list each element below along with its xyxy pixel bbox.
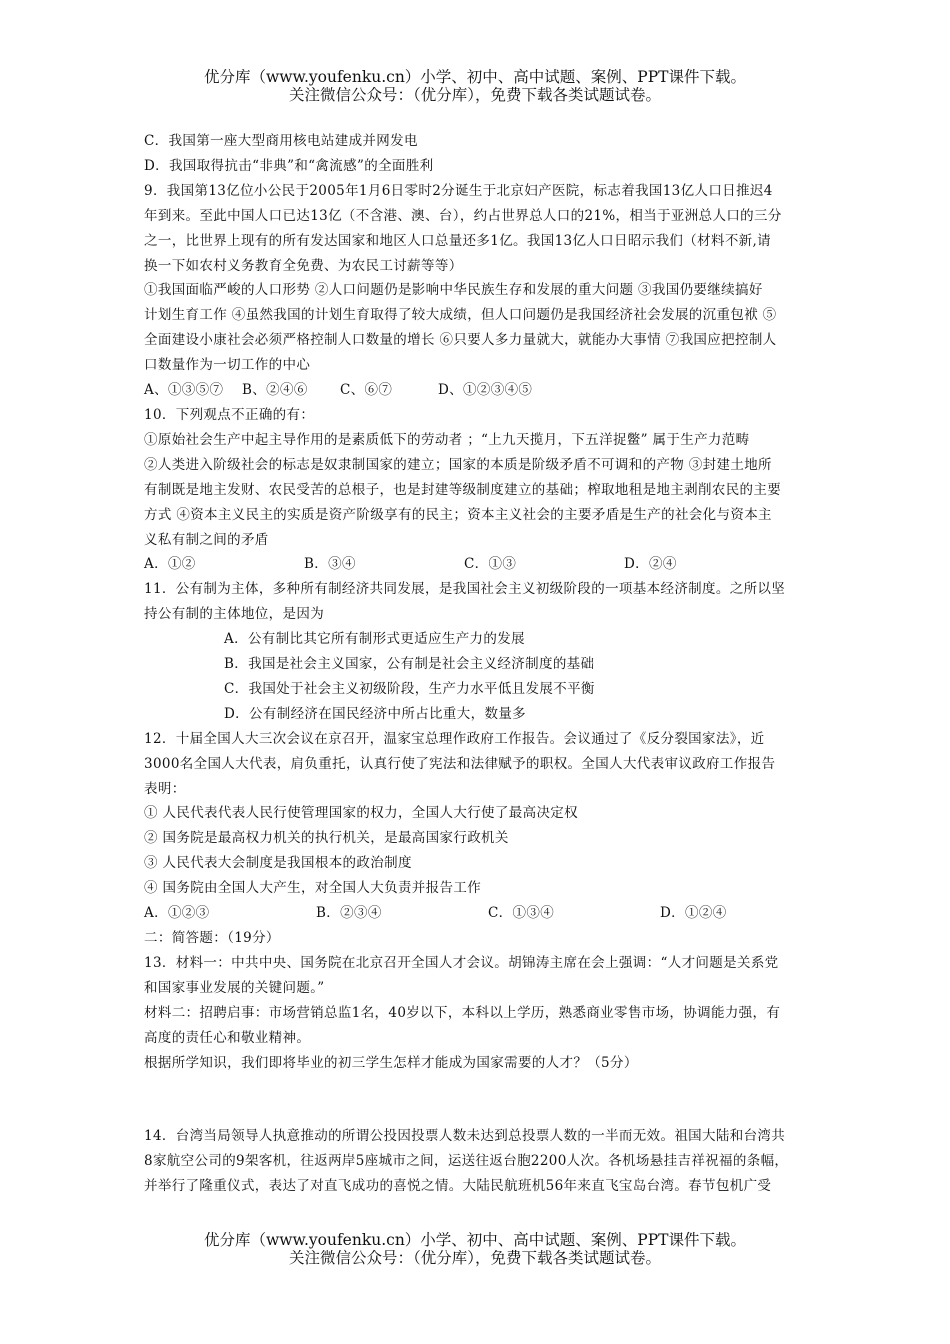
q12-choice-a: A．①②③ xyxy=(144,905,210,922)
q11-option-d: D．公有制经济在国民经济中所占比重大，数量多 xyxy=(224,705,527,722)
q9-line: 之一，比世界上现有的所有发达国家和地区人口总量还多1亿。我国13亿人口日昭示我们（材料不新,请 xyxy=(144,232,772,249)
footer-line-2: 关注微信公众号：（优分库），免费下载各类试题试卷。 xyxy=(288,1249,661,1267)
q13-line: 13．材料一：中共中央、国务院在北京召开全国人才会议。胡锦涛主席在会上强调：“人才问题是关系党 xyxy=(144,954,779,971)
q10-line: 10．下列观点不正确的有： xyxy=(144,406,315,423)
q12-line: 12．十届全国人大三次会议在京召开，温家宝总理作政府工作报告。会议通过了《反分裂国家法》，近 xyxy=(144,730,765,747)
q12-line: 3000名全国人大代表，肩负重托，认真行使了宪法和法律赋予的职权。全国人大代表审议政府工作报告 xyxy=(144,755,776,772)
page-footer xyxy=(0,1231,950,1267)
section-heading: 二：简答题：（19分） xyxy=(144,930,280,946)
q9-choice-a: A、①③⑤⑦ xyxy=(144,382,224,399)
q13-line: 高度的责任心和敬业精神。 xyxy=(144,1029,311,1046)
q10-line: 有制既是地主发财、农民受苦的总根子，也是封建等级制度建立的基础；榨取地租是地主剥削农民的主要 xyxy=(144,481,782,498)
q9-choice-c: C、⑥⑦ xyxy=(340,382,393,399)
q13-line: 和国家事业发展的关键问题。” xyxy=(144,979,325,996)
q11-option-b: B．我国是社会主义国家，公有制是社会主义经济制度的基础 xyxy=(224,656,595,673)
header-line-2: 关注微信公众号：（优分库），免费下载各类试题试卷。 xyxy=(288,86,661,104)
q9-line: 换一下如农村义务教育全免费、为农民工讨薪等等） xyxy=(144,257,463,274)
q11-option-a: A．公有制比其它所有制形式更适应生产力的发展 xyxy=(224,631,525,648)
q10-choice-b: B．③④ xyxy=(304,556,356,573)
q9-choices xyxy=(144,378,810,403)
q14-line: 并举行了隆重仪式，表达了对直飞成功的喜悦之情。大陆民航班机56年来直飞宝岛台湾。春节包机广受 xyxy=(144,1178,772,1195)
answer-space xyxy=(144,1075,810,1124)
q10-choice-a: A．①② xyxy=(144,556,196,573)
q9-line: ①我国面临严峻的人口形势 ②人口问题仍是影响中华民族生存和发展的重大问题 ③我国仍要继续搞好 xyxy=(144,282,763,299)
q10-line: ①原始社会生产中起主导作用的是素质低下的劳动者 ；“上九天揽月，下五洋捉鳖” 属于生产力范畴 xyxy=(144,431,750,448)
q12-line: ② 国务院是最高权力机关的执行机关，是最高国家行政机关 xyxy=(144,830,509,847)
q12-choice-c: C．①③④ xyxy=(488,905,555,922)
q9-line: 计划生育工作 ④虽然我国的计划生育取得了较大成绩，但人口问题仍是我国经济社会发展的沉重包袱 ⑤ xyxy=(144,307,777,324)
q12-line: 表明： xyxy=(144,780,186,797)
q12-choice-d: D．①②④ xyxy=(660,905,727,922)
q13-line: 根据所学知识，我们即将毕业的初三学生怎样才能成为国家需要的人才？（5分） xyxy=(144,1054,638,1071)
q11-line: 11．公有制为主体，多种所有制经济共同发展，是我国社会主义初级阶段的一项基本经济制度。之所以坚 xyxy=(144,581,786,598)
q13-line: 材料二：招聘启事：市场营销总监1名，40岁以下，本科以上学历，熟悉商业零售市场，协调能力强，有 xyxy=(144,1004,781,1021)
q9-choice-b: B、②④⑥ xyxy=(242,382,308,399)
footer-line-1: 优分库（www.youfenku.cn）小学、初中、高中试题、案例、PPT课件下载。 xyxy=(203,1231,747,1249)
q10-line: ②人类进入阶级社会的标志是奴隶制国家的建立；国家的本质是阶级矛盾不可调和的产物 ③封建土地所 xyxy=(144,456,772,473)
q10-choice-c: C．①③ xyxy=(464,556,517,573)
q8-option-d: D．我国取得抗击“非典”和“禽流感”的全面胜利 xyxy=(144,157,434,174)
q11-line: 持公有制的主体地位，是因为 xyxy=(144,606,325,623)
q12-choice-b: B．②③④ xyxy=(316,905,382,922)
q11-option-c: C．我国处于社会主义初级阶段，生产力水平低且发展不平衡 xyxy=(224,680,595,697)
q9-line: 口数量作为一切工作的中心 xyxy=(144,357,311,374)
q12-line: ① 人民代表代表人民行使管理国家的权力，全国人大行使了最高决定权 xyxy=(144,805,578,822)
q12-line: ④ 国务院由全国人大产生，对全国人大负责并报告工作 xyxy=(144,880,482,897)
q10-choice-d: D．②④ xyxy=(624,556,677,573)
q9-choice-d: D、①②③④⑤ xyxy=(438,382,533,399)
q10-line: 方式 ④资本主义民主的实质是资产阶级享有的民主；资本主义社会的主要矛盾是生产的社会化与资本主 xyxy=(144,506,772,523)
q9-line: 全面建设小康社会必须严格控制人口数量的增长 ⑥只要人多力量就大，就能办大事情 ⑦我国应把控制人 xyxy=(144,332,777,349)
q10-choices xyxy=(144,552,810,577)
header-line-1: 优分库（www.youfenku.cn）小学、初中、高中试题、案例、PPT课件下载。 xyxy=(203,68,747,86)
q12-choices xyxy=(144,901,810,926)
q12-line: ③ 人民代表大会制度是我国根本的政治制度 xyxy=(144,855,412,872)
q8-option-c: C．我国第一座大型商用核电站建成并网发电 xyxy=(144,133,418,149)
q14-line: 14．台湾当局领导人执意推动的所谓公投因投票人数未达到总投票人数的一半而无效。祖国大陆和台湾共 xyxy=(144,1128,786,1145)
q9-line: 9．我国第13亿位小公民于2005年1月6日零时2分诞生于北京妇产医院，标志着我国13亿人口日推迟4 xyxy=(144,182,773,199)
q10-line: 义私有制之间的矛盾 xyxy=(144,531,269,548)
q9-line: 年到来。至此中国人口已达13亿（不含港、澳、台），约占世界总人口的21%，相当于亚洲总人口的三分 xyxy=(144,207,782,224)
page-header xyxy=(0,68,950,104)
q14-line: 8家航空公司的9架客机，往返两岸5座城市之间，运送往返台胞2200人次。各机场悬挂吉祥祝福的条幅， xyxy=(144,1153,789,1170)
document-body xyxy=(144,129,810,1199)
